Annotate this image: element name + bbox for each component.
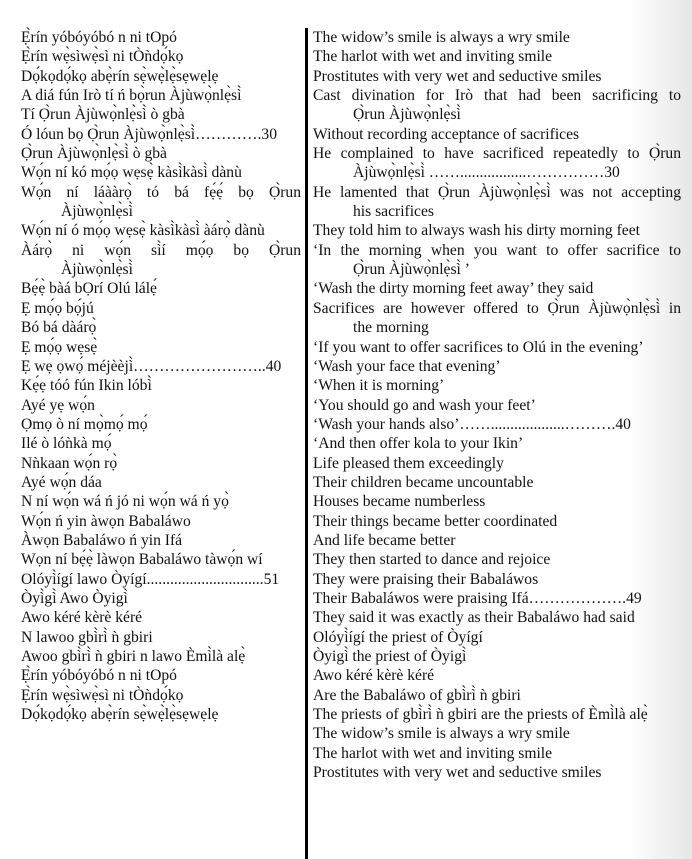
translation-line: Their things became better coordinated	[313, 512, 558, 530]
verse-line: Tí Ọ̀run Àjùwọ̀nlẹ̀sì̀ ò gbà	[21, 106, 185, 124]
translation-line: The priests of gbì̀rì̀ ǹ gbiri are the priests of Èmì̀là alẹ̀	[313, 706, 648, 724]
verse-line: Nǹkaan wọ́n rọ̀	[21, 454, 118, 472]
verse-line: Ẹ wẹ ọwọ́ méjèèjì̀……………………..40	[21, 357, 282, 375]
verse-line: Òyì̀gì̀ Awo Òyigì̀	[21, 589, 128, 607]
verse-line: Olóyì̀ígí lawo Òyígí..............................51	[21, 570, 280, 588]
column-divider	[305, 28, 308, 859]
translation-line-first-part: He lamented that Ọ̀run Àjùwọ̀nlẹ̀sì̀ was not accepting	[313, 183, 681, 201]
verse-line: N ní wọ́n wá ń jó ni wọ́n wá ń yọ̀	[21, 493, 229, 511]
translation-line: The widow’s smile is always a wry smile	[313, 29, 570, 46]
translation-line: ‘And then offer kola to your Ikin’	[313, 435, 524, 453]
verse-line: Dọ́kọdọ́kọ abẹ̀rín sẹ̀wẹ̀lẹ̀sẹwẹlẹ	[21, 706, 219, 724]
verse-line: Ẹ̀rín wẹ̀sìwẹ̀sì ni tÒǹdọ́kọ	[21, 48, 184, 66]
verse-line: Ayé wọ́n dáa	[21, 473, 102, 491]
verse-line: Wọn ní bẹ́ẹ̀ làwọn Babaláwo tàwọ́n wí	[21, 551, 263, 569]
translation-line: ‘Wash the dirty morning feet away’ they said	[313, 280, 594, 298]
translation-line: ‘If you want to offer sacrifices to Olú in the evening’	[313, 338, 644, 356]
translation-line: They said it was exactly as their Babaláwo had said	[313, 609, 635, 627]
translation-line: Life pleased them exceedingly	[313, 454, 504, 472]
translation-line: They told him to always wash his dirty morning feet	[313, 222, 640, 240]
translation-line-continuation: Àjùwọ̀nlẹ̀sì̀ …….................……………30	[353, 164, 620, 182]
verse-line: Ilé ò lóǹkà mọ́	[21, 435, 112, 453]
translation-line: The harlot with wet and inviting smile	[313, 48, 553, 66]
translation-line: The widow’s smile is always a wry smile	[313, 725, 570, 743]
verse-line: N lawoo gbì̀rì̀ ǹ gbiri	[21, 628, 153, 646]
verse-line: Ẹ mọ́ọ bọ́jú	[21, 299, 94, 317]
verse-line: Ẹ̀rín wẹ̀sìwẹ̀sì ni tÒǹdọ́kọ	[21, 686, 184, 704]
verse-line: Ẹ mọ́ọ wẹsẹ̀	[21, 338, 98, 356]
verse-line: Àwọn Babaláwo ń yin Ifá	[21, 531, 183, 549]
translation-line-continuation: Ọ̀run Àjùwọ̀nlẹ̀sì̀	[353, 106, 461, 124]
verse-line: Bó bá dàárọ̀	[21, 319, 97, 337]
translation-line: Awo kéré kèrè kéré	[313, 667, 435, 685]
translation-line-first-part: ‘In the morning when you want to offer sacrifice to	[313, 241, 681, 259]
verse-line: Kẹ́ẹ tóó fún Ikin lóbì̀	[21, 377, 152, 395]
translation-line: They then started to dance and rejoice	[313, 551, 551, 569]
translation-line-first-part: Sacrifices are however offered to Ọ̀run Àjùwọ̀nlẹ̀sì̀ in	[313, 299, 681, 317]
translation-line: Prostitutes with very wet and seductive smiles	[313, 764, 602, 782]
verse-line: Ọmọ ò ní mọ̀mọ́ mọ́	[21, 415, 148, 433]
verse-line	[21, 241, 301, 280]
yoruba-verse-column	[21, 28, 301, 724]
verse-line: Ẹ̀rín yóbóyóbó n ni tOpó	[21, 29, 177, 46]
translation-line: The harlot with wet and inviting smile	[313, 744, 553, 762]
translation-line: ‘Wash your hands also’……...................……….40	[313, 415, 631, 433]
translation-line: ‘Wash your face that evening’	[313, 357, 501, 375]
translation-line: ‘You should go and wash your feet’	[313, 396, 536, 414]
translation-line: Òyigì̀ the priest of Òyigì̀	[313, 648, 467, 665]
translation-line: Olóyì̀ígí the priest of Òyígí	[313, 628, 483, 646]
verse-line: Awo kéré kèrè kéré	[21, 609, 143, 627]
english-translation-column	[313, 28, 681, 782]
translation-line-first-part: Cast divination for Irò that had been sacrificing to	[313, 87, 681, 105]
verse-line: Bẹ́ẹ̀ bàá bỌrí Olú lálẹ́	[21, 280, 157, 298]
verse-line: Ayé yẹ wọ́n	[21, 396, 95, 414]
translation-line	[313, 144, 681, 183]
verse-line	[21, 183, 301, 222]
translation-line-continuation: the morning	[353, 319, 429, 337]
translation-line: Prostitutes with very wet and seductive smiles	[313, 67, 602, 85]
translation-line	[313, 86, 681, 125]
translation-line: Are the Babaláwo of gbì̀rì̀ ǹ gbiri	[313, 686, 521, 704]
translation-line-continuation: his sacrifices	[353, 203, 434, 221]
verse-line-first-part: Àárọ̀ ni wọ́n sì̀í mọ́ọ bọ Ọ̀run	[21, 241, 301, 259]
translation-line: Without recording acceptance of sacrifices	[313, 125, 580, 143]
translation-line: And life became better	[313, 531, 456, 549]
verse-line: Wọ́n ń yin àwọn Babaláwo	[21, 512, 191, 530]
verse-line: A diá fún Irò tí ń bọ̀run Àjùwọ̀nlẹ̀sì̀	[21, 87, 242, 105]
verse-line: Ẹ̀rín yóbóyóbó n ni tOpó	[21, 667, 177, 685]
translation-line: They were praising their Babaláwos	[313, 570, 539, 588]
verse-line: Wọ́n ní kó mọ́ọ wẹsẹ̀ kàsì̀kàsì̀ dànù	[21, 164, 242, 182]
verse-line: Ó lóun bọ Ọ̀run Àjùwọ̀nlẹ̀sì̀………….30	[21, 125, 277, 143]
verse-line: Wọ́n ní ó mọ́ọ wẹsẹ̀ kàsì̀kàsì̀ àárọ̀ dànù	[21, 222, 265, 240]
translation-line-first-part: He complained to have sacrificed repeatedly to Ọ̀run	[313, 145, 681, 163]
translation-line: ‘When it is morning’	[313, 377, 445, 395]
translation-line: Houses became numberless	[313, 493, 486, 511]
translation-line	[313, 183, 681, 222]
translation-line: Their children became uncountable	[313, 473, 534, 491]
verse-line: Ọ̀run Àjùwọ̀nlẹ̀sì̀ ò gbà	[21, 145, 167, 163]
verse-line-continuation: Àjùwọ̀nlẹ̀sì̀	[61, 261, 133, 279]
translation-line	[313, 299, 681, 338]
translation-line-continuation: Ọ̀run Àjùwọ̀nlẹ̀sì̀ ’	[353, 261, 470, 279]
verse-line-continuation: Àjùwọ̀nlẹ̀sì̀	[61, 203, 133, 221]
verse-line: Awoo gbì̀rì̀ ǹ gbiri n lawo Èmì̀là alẹ̀	[21, 648, 246, 665]
translation-line: Their Babaláwos were praising Ifá……………….49	[313, 589, 642, 607]
verse-line-first-part: Wọ́n ní láààrọ̀ tó bá fẹ́ẹ́ bọ Ọ̀run	[21, 183, 301, 201]
verse-line: Dọ́kọdọ́kọ abẹ̀rín sẹ̀wẹ̀lẹ̀sẹwẹlẹ	[21, 67, 219, 85]
translation-line	[313, 241, 681, 280]
